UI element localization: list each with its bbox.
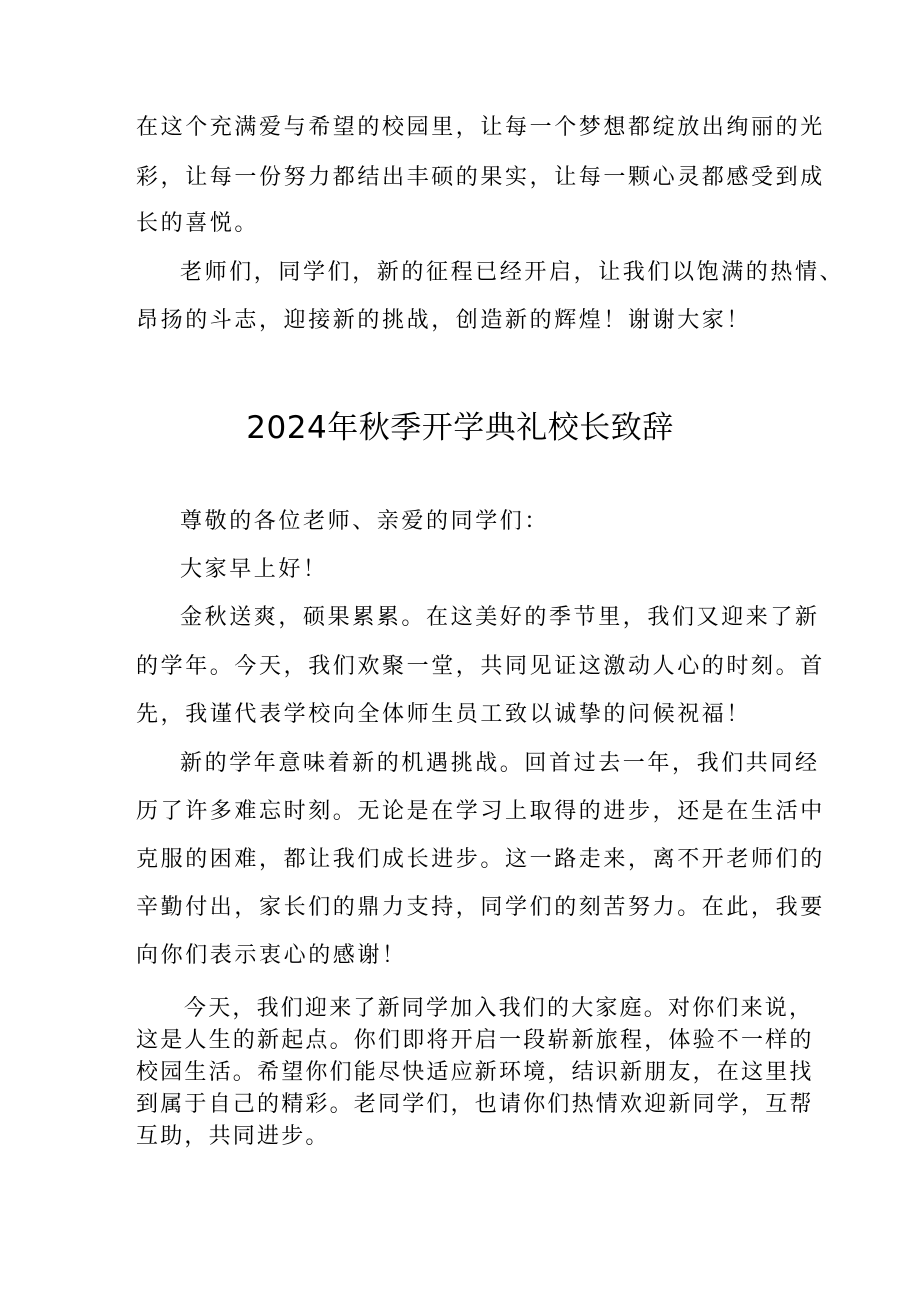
text-line: 在这个充满爱与希望的校园里，让每一个梦想都绽放出绚丽的光 <box>136 115 825 140</box>
speech-title: 2024年秋季开学典礼校长致辞 <box>246 410 674 446</box>
text-line: 历了许多难忘时刻。无论是在学习上取得的进步，还是在生活中 <box>136 799 825 824</box>
salutation: 尊敬的各位老师、亲爱的同学们： <box>180 509 550 534</box>
greeting: 大家早上好！ <box>180 557 328 582</box>
text-line: 到属于自己的精彩。老同学们，也请你们热情欢迎新同学，互帮 <box>136 1092 814 1117</box>
text-line: 新的学年意味着新的机遇挑战。回首过去一年，我们共同经 <box>180 751 820 776</box>
text-line: 的学年。今天，我们欢聚一堂，共同见证这激动人心的时刻。首 <box>136 654 825 679</box>
text-line: 昂扬的斗志，迎接新的挑战，创造新的辉煌！谢谢大家！ <box>136 308 752 333</box>
text-line: 辛勤付出，家长们的鼎力支持，同学们的刻苦努力。在此，我要 <box>136 895 825 920</box>
text-line: 互助，共同进步。 <box>136 1124 330 1149</box>
text-line: 校园生活。希望你们能尽快适应新环境，结识新朋友，在这里找 <box>136 1060 814 1085</box>
text-line: 克服的困难，都让我们成长进步。这一路走来，离不开老师们的 <box>136 847 825 872</box>
text-line: 先，我谨代表学校向全体师生员工致以诚挚的问候祝福！ <box>136 702 752 727</box>
text-line: 长的喜悦。 <box>136 211 260 236</box>
text-line: 这是人生的新起点。你们即将开启一段崭新旅程，体验不一样的 <box>136 1028 814 1053</box>
text-line: 向你们表示衷心的感谢！ <box>136 943 407 968</box>
text-line: 彩，让每一份努力都结出丰硕的果实，让每一颗心灵都感受到成 <box>136 165 825 190</box>
text-line: 今天，我们迎来了新同学加入我们的大家庭。对你们来说， <box>184 996 814 1021</box>
text-line: 金秋送爽，硕果累累。在这美好的季节里，我们又迎来了新 <box>180 605 820 630</box>
text-line: 老师们，同学们，新的征程已经开启，让我们以饱满的热情、 <box>180 260 845 285</box>
